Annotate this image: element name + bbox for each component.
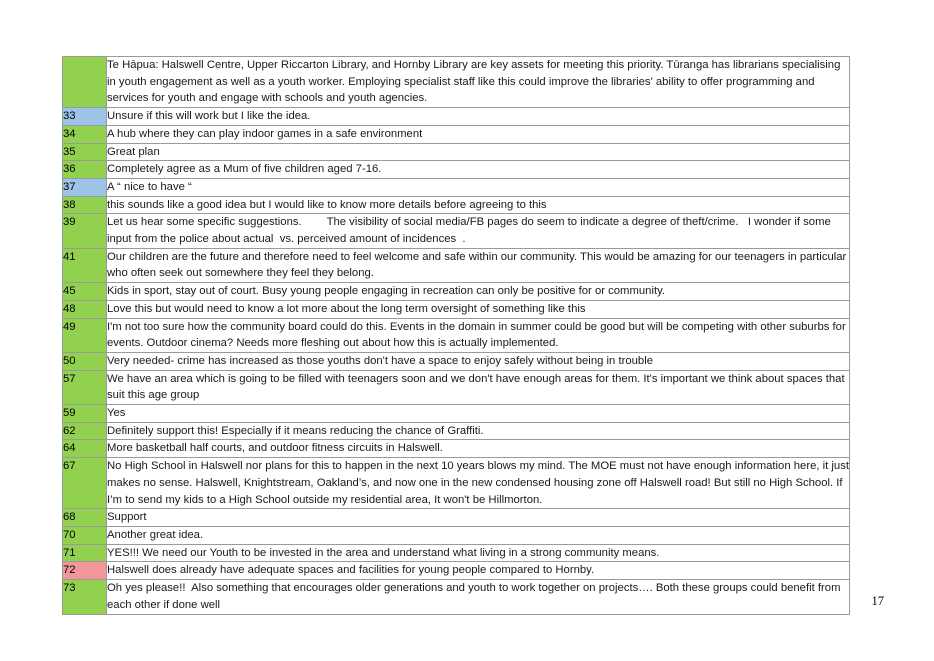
table-row xyxy=(63,370,850,404)
row-comment-cell: Yes xyxy=(107,405,850,423)
row-comment-cell: this sounds like a good idea but I would like to know more details before agreeing to this xyxy=(107,196,850,214)
row-comment-cell: Great plan xyxy=(107,143,850,161)
row-id-cell: 45 xyxy=(63,283,107,301)
row-comment-cell: Support xyxy=(107,509,850,527)
table-row xyxy=(63,422,850,440)
row-comment-cell: Kids in sport, stay out of court. Busy young people engaging in recreation can only be positive for or community. xyxy=(107,283,850,301)
row-id-cell: 34 xyxy=(63,125,107,143)
row-id-cell: 39 xyxy=(63,214,107,248)
row-id-cell: 35 xyxy=(63,143,107,161)
row-id-cell xyxy=(63,57,107,108)
row-comment-cell: YES!!! We need our Youth to be invested in the area and understand what living in a strong community means. xyxy=(107,544,850,562)
table-row xyxy=(63,562,850,580)
table-row xyxy=(63,161,850,179)
table-row xyxy=(63,526,850,544)
row-id-cell: 38 xyxy=(63,196,107,214)
table-row xyxy=(63,214,850,248)
row-id-cell: 72 xyxy=(63,562,107,580)
table-row xyxy=(63,248,850,282)
table-row xyxy=(63,178,850,196)
table-row xyxy=(63,458,850,509)
row-comment-cell: I'm not too sure how the community board could do this. Events in the domain in summer could be good but will be competing with other suburbs for events. Outdoor cinema? Needs more fleshing out about how this is actually implemented. xyxy=(107,318,850,352)
row-comment-cell: Oh yes please!! Also something that encourages older generations and youth to work together on projects…. Both these groups could benefit from each other if done well xyxy=(107,580,850,614)
row-id-cell: 49 xyxy=(63,318,107,352)
row-id-cell: 67 xyxy=(63,458,107,509)
row-comment-cell: Unsure if this will work but I like the idea. xyxy=(107,108,850,126)
row-comment-cell: Halswell does already have adequate spaces and facilities for young people compared to Hornby. xyxy=(107,562,850,580)
row-comment-cell: Our children are the future and therefore need to feel welcome and safe within our community. This would be amazing for our teenagers in particular who often seek out somewhere they feel they belong. xyxy=(107,248,850,282)
row-comment-cell: Very needed- crime has increased as those youths don't have a space to enjoy safely without being in trouble xyxy=(107,352,850,370)
page-number: 17 xyxy=(871,594,884,608)
table-body xyxy=(63,57,853,615)
table-row xyxy=(63,544,850,562)
row-comment-cell: Te Hāpua: Halswell Centre, Upper Riccarton Library, and Hornby Library are key assets for meeting this priority. Tūranga has librarians specialising in youth engagement as well as a youth worker. Employing specialist staff like this could improve the libraries' ability to offer programming and services for youth and engage with schools and youth agencies. xyxy=(107,57,850,108)
row-id-cell: 37 xyxy=(63,178,107,196)
row-id-cell: 62 xyxy=(63,422,107,440)
table-row xyxy=(63,196,850,214)
feedback-comments-table xyxy=(62,56,853,615)
table-row xyxy=(63,440,850,458)
table-row xyxy=(63,57,850,108)
row-id-cell: 59 xyxy=(63,405,107,423)
row-id-cell: 71 xyxy=(63,544,107,562)
table-row xyxy=(63,283,850,301)
row-comment-cell: Love this but would need to know a lot more about the long term oversight of something like this xyxy=(107,300,850,318)
table-row xyxy=(63,352,850,370)
row-id-cell: 70 xyxy=(63,526,107,544)
row-comment-cell: Definitely support this! Especially if it means reducing the chance of Graffiti. xyxy=(107,422,850,440)
row-id-cell: 50 xyxy=(63,352,107,370)
row-id-cell: 33 xyxy=(63,108,107,126)
row-comment-cell: Another great idea. xyxy=(107,526,850,544)
table-row xyxy=(63,125,850,143)
row-comment-cell: A “ nice to have “ xyxy=(107,178,850,196)
row-id-cell: 68 xyxy=(63,509,107,527)
row-id-cell: 64 xyxy=(63,440,107,458)
table-row xyxy=(63,143,850,161)
row-comment-cell: Let us hear some specific suggestions. The visibility of social media/FB pages do seem to indicate a degree of theft/crime. I wonder if some input from the police about actual vs. perceived amount of incidences . xyxy=(107,214,850,248)
table-row xyxy=(63,509,850,527)
row-comment-cell: No High School in Halswell nor plans for this to happen in the next 10 years blows my mind. The MOE must not have enough information here, it just makes no sense. Halswell, Knightstream, Oakland’s, and now one in the new condensed housing zone off Halswell road! But still no High School. If I’m to send my kids to a High School outside my residential area, It won't be Hillmorton. xyxy=(107,458,850,509)
row-id-cell: 48 xyxy=(63,300,107,318)
table-row xyxy=(63,300,850,318)
row-comment-cell: A hub where they can play indoor games in a safe environment xyxy=(107,125,850,143)
row-id-cell: 41 xyxy=(63,248,107,282)
row-id-cell: 36 xyxy=(63,161,107,179)
row-id-cell: 57 xyxy=(63,370,107,404)
row-id-cell: 73 xyxy=(63,580,107,614)
table-row xyxy=(63,405,850,423)
row-comment-cell: Completely agree as a Mum of five children aged 7-16. xyxy=(107,161,850,179)
row-comment-cell: We have an area which is going to be filled with teenagers soon and we don't have enough areas for them. It's important we think about spaces that suit this age group xyxy=(107,370,850,404)
table-row xyxy=(63,108,850,126)
row-comment-cell: More basketball half courts, and outdoor fitness circuits in Halswell. xyxy=(107,440,850,458)
table-row xyxy=(63,318,850,352)
